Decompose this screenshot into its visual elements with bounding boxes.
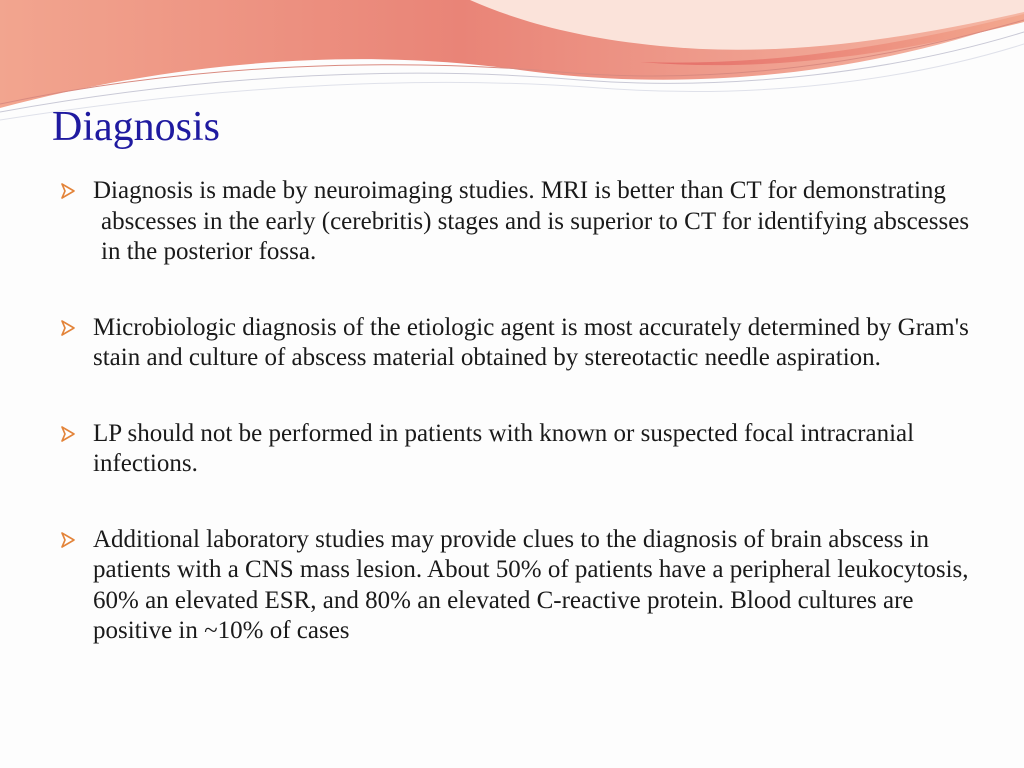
arrow-bullet-icon [60,176,93,206]
bullet-item-3 [60,419,980,480]
arrow-bullet-icon [60,419,93,449]
bullet-list [60,176,980,647]
bullet-text: Microbiologic diagnosis of the etiologic agent is most accurately determined by Gram's stain and culture of abscess material obtained by stereotactic needle aspiration. [93,313,969,371]
bullet-item-4 [60,525,980,647]
arrow-bullet-icon [60,525,93,555]
arrow-bullet-icon [60,313,93,343]
bullet-text: LP should not be performed in patients with known or suspected focal intracranial infections. [93,419,915,477]
bullet-text: Diagnosis is made by neuroimaging studies. MRI is better than CT for demonstrating abscesses in the early (cerebritis) stages and is superior to CT for identifying abscesses in the posterior fossa. [93,177,970,265]
slide-title: Diagnosis [52,104,220,150]
bullet-text: Additional laboratory studies may provide clues to the diagnosis of brain abscess in patients with a CNS mass lesion. About 50% of patients have a peripheral leukocytosis, 60% an elevated ESR, and 80% an elevated C-reactive protein. Blood cultures are positive in ~10% of cases [93,525,969,644]
bullet-item-1 [60,176,980,268]
bullet-item-2 [60,313,980,374]
